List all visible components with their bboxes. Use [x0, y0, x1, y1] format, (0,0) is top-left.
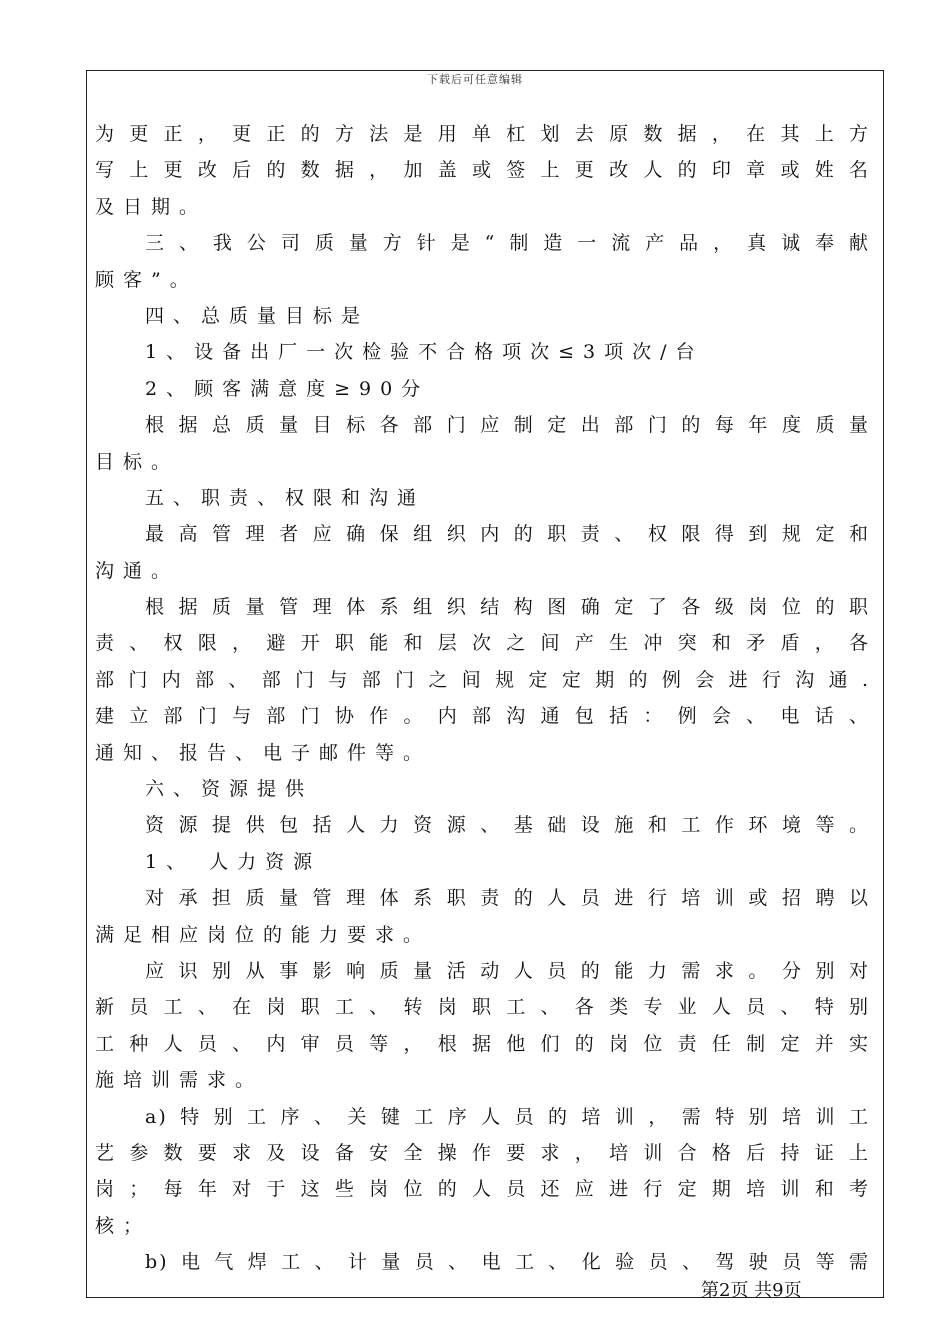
text-line: a)特别工序、关键工序人员的培训，需特别培训工	[145, 1105, 870, 1128]
text-line: 责、权限，避开职能和层次之间产生冲突和矛盾，各	[95, 632, 870, 655]
text-line: 核；	[95, 1214, 152, 1237]
text-line: 工种人员、内审员等，根据他们的岗位责任制定并实	[95, 1032, 870, 1055]
text-line: 写上更改后的数据，加盖或签上更改人的印章或姓名	[95, 159, 870, 182]
text-line: 最高管理者应确保组织内的职责、权限得到规定和	[145, 523, 870, 546]
text-line: 1、 人力资源	[145, 850, 322, 873]
header-note: 下载后可任意编辑	[427, 73, 523, 86]
text-line: 通知、报告、电子邮件等。	[95, 741, 432, 764]
text-line: 建立部门与部门协作。内部沟通包括：例会、电话、	[95, 705, 870, 728]
text-line: 目标。	[95, 450, 180, 473]
text-line: 资源提供包括人力资源、基础设施和工作环境等。	[145, 814, 870, 837]
text-line: 四、总质量目标是	[145, 304, 370, 327]
text-line: 艺参数要求及设备安全操作要求，培训合格后持证上	[95, 1141, 870, 1164]
text-line: 三、我公司质量方针是“制造一流产品，真诚奉献	[145, 232, 870, 255]
page-number: 第2页 共9页	[701, 1280, 802, 1301]
text-line: 施培训需求。	[95, 1069, 264, 1092]
text-line: 应识别从事影响质量活动人员的能力需求。分别对	[145, 959, 870, 982]
text-line: 顾客”。	[95, 268, 198, 291]
text-line: 根据总质量目标各部门应制定出部门的每年度质量	[145, 414, 870, 437]
text-line: 1、设备出厂一次检验不合格项次≤3项次/台	[145, 341, 704, 364]
text-line: 五、职责、权限和沟通	[145, 486, 426, 509]
text-line: 部门内部、部门与部门之间规定定期的例会进行沟通.	[95, 668, 870, 691]
text-line: 沟通。	[95, 559, 180, 582]
document-body	[95, 116, 870, 1281]
text-line: 岗；每年对于这些岗位的人员还应进行定期培训和考	[95, 1178, 870, 1201]
text-line: 六、资源提供	[145, 778, 314, 801]
text-line: 及日期。	[95, 195, 208, 218]
text-line: 满足相应岗位的能力要求。	[95, 923, 432, 946]
text-line: 对承担质量管理体系职责的人员进行培训或招聘以	[145, 887, 870, 910]
text-line: 为更正，更正的方法是用单杠划去原数据，在其上方	[95, 123, 870, 145]
text-line: 根据质量管理体系组织结构图确定了各级岗位的职	[145, 596, 870, 619]
text-line: b)电气焊工、计量员、电工、化验员、驾驶员等需	[145, 1251, 870, 1274]
text-line: 2、顾客满意度≥90分	[145, 377, 430, 400]
text-line: 新员工、在岗职工、转岗职工、各类专业人员、特别	[95, 996, 870, 1019]
